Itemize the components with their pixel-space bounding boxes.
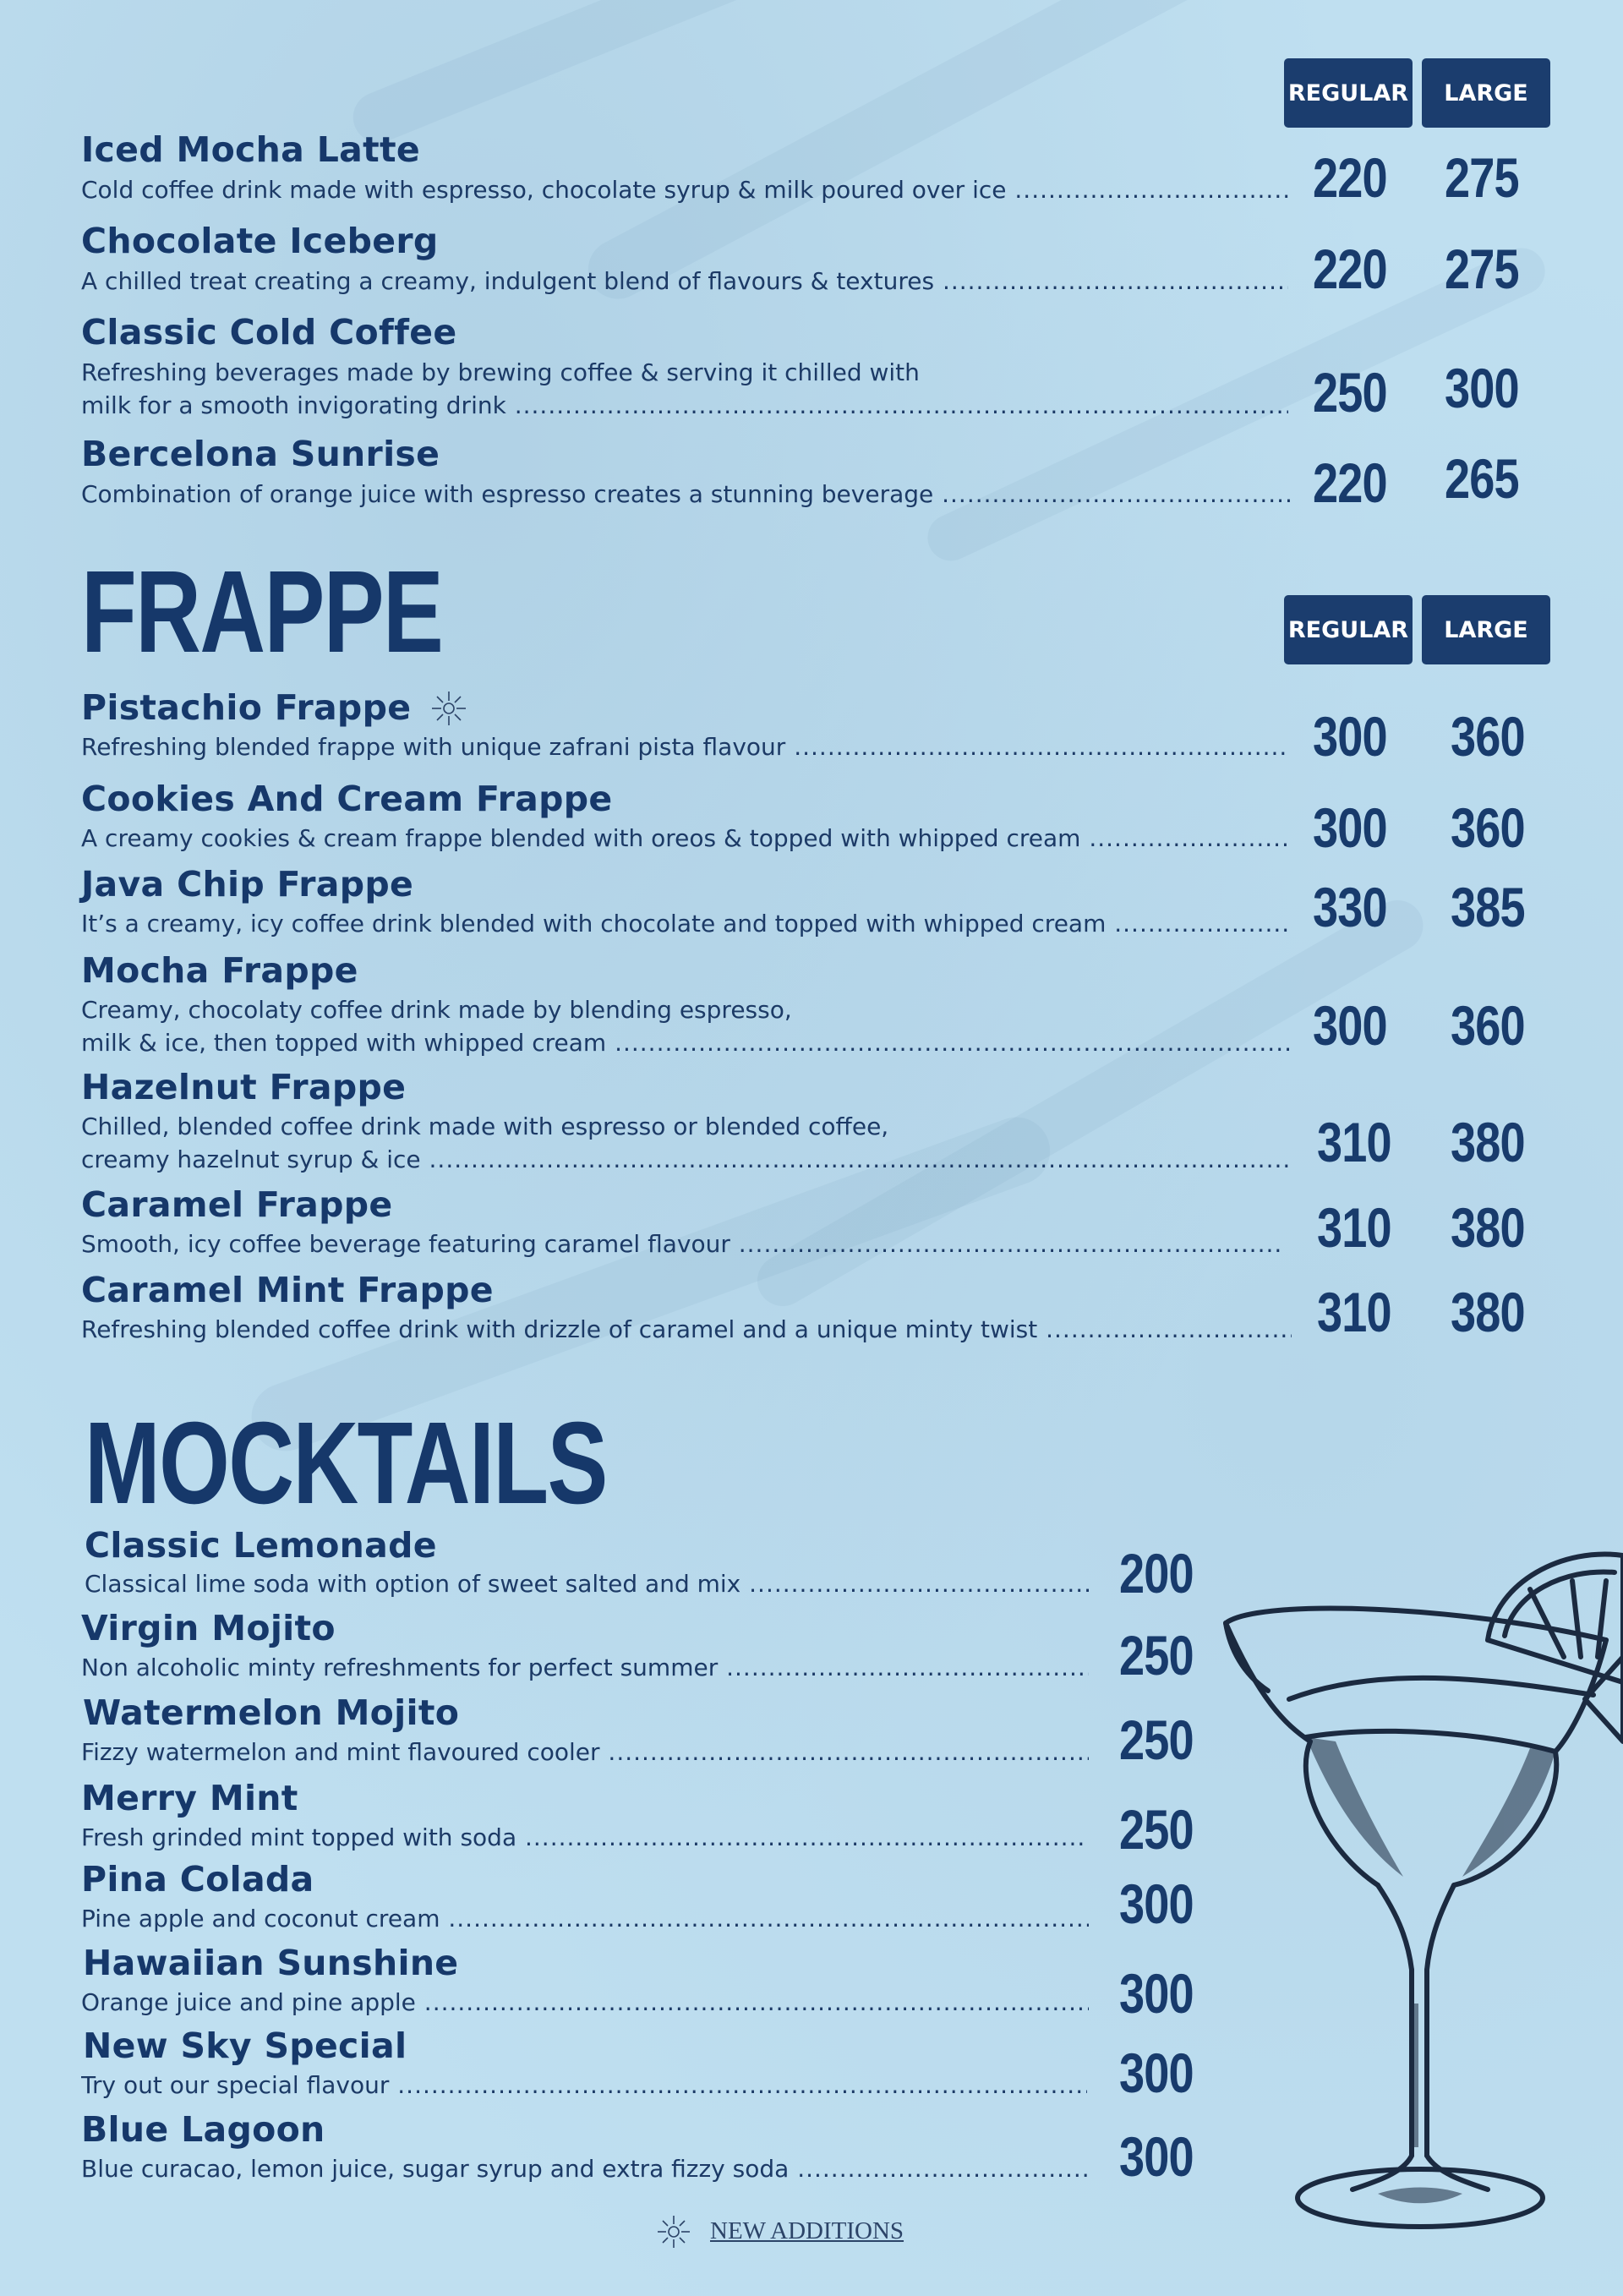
price-regular: 310 <box>1317 1196 1391 1259</box>
menu-item-description: Fizzy watermelon and mint flavoured cooler ..... <box>81 1736 1089 1768</box>
menu-item-description: Smooth, icy coffee beverage featuring caramel flavour ..... <box>81 1227 1281 1260</box>
leaf-shadow <box>578 0 1315 309</box>
menu-item-name: Merry Mint <box>81 1778 298 1818</box>
regular-column-header: REGULAR <box>1284 595 1413 664</box>
price-regular: 310 <box>1317 1111 1391 1173</box>
price: 300 <box>1119 2125 1194 2188</box>
price: 200 <box>1119 1542 1194 1604</box>
menu-item-name: Java Chip Frappe <box>81 864 414 905</box>
price: 300 <box>1119 1872 1194 1935</box>
menu-item-description: Creamy, chocolaty coffee drink made by blending espresso, milk & ice, then topped with whipped cream ..... <box>81 993 1290 1059</box>
price-regular: 310 <box>1317 1281 1391 1343</box>
menu-item-name: Pina Colada <box>81 1859 314 1900</box>
margarita-glass-illustration <box>1209 1530 1623 2232</box>
menu-item-name: Virgin Mojito <box>81 1608 336 1648</box>
menu-item-name: Mocha Frappe <box>81 950 358 991</box>
menu-item-name: Hawaiian Sunshine <box>83 1943 459 1983</box>
price: 300 <box>1119 1962 1194 2025</box>
price-regular: 220 <box>1313 238 1387 300</box>
menu-item-description: Refreshing beverages made by brewing coffee & serving it chilled with milk for a smooth invigorating drink ..... <box>81 356 1288 422</box>
large-column-header: LARGE <box>1422 595 1550 664</box>
price-regular: 250 <box>1313 361 1387 424</box>
menu-item-name: Bercelona Sunrise <box>81 434 440 474</box>
menu-item-name: Classic Cold Coffee <box>81 312 457 353</box>
menu-item-description: Pine apple and coconut cream ..... <box>81 1902 1089 1935</box>
menu-item-name: Watermelon Mojito <box>83 1692 460 1733</box>
price: 250 <box>1119 1708 1194 1771</box>
menu-item-description: A creamy cookies & cream frappe blended with oreos & topped with whipped cream ..... <box>81 822 1290 855</box>
menu-item-name: Classic Lemonade <box>85 1525 437 1566</box>
price-large: 380 <box>1451 1281 1525 1343</box>
menu-item-name: Hazelnut Frappe <box>81 1067 407 1107</box>
price-regular: 220 <box>1313 451 1387 514</box>
price-regular: 330 <box>1313 876 1387 938</box>
menu-item-description: Chilled, blended coffee drink made with espresso or blended coffee, creamy hazelnut syrup & ice ..... <box>81 1110 1288 1176</box>
price-large: 265 <box>1445 447 1519 510</box>
price: 300 <box>1119 2042 1194 2104</box>
menu-item-description: It’s a creamy, icy coffee drink blended with chocolate and topped with whipped cream ..... <box>81 907 1290 940</box>
menu-item-description: Classical lime soda with option of sweet salted and mix ..... <box>85 1567 1089 1600</box>
menu-item-description: Cold coffee drink made with espresso, chocolate syrup & milk poured over ice ..... <box>81 173 1290 206</box>
menu-item-name: New Sky Special <box>83 2025 407 2066</box>
new-additions-label: NEW ADDITIONS <box>710 2217 904 2244</box>
regular-column-header: REGULAR <box>1284 58 1413 128</box>
menu-item-description: Orange juice and pine apple ..... <box>81 1986 1089 2019</box>
price-regular: 300 <box>1313 705 1387 768</box>
menu-item-description: Try out our special flavour ..... <box>81 2069 1087 2102</box>
section-title-mocktails: MOCKTAILS <box>85 1398 607 1528</box>
price-large: 275 <box>1445 146 1519 209</box>
menu-item-name: Caramel Mint Frappe <box>81 1270 494 1310</box>
menu-item-name: Iced Mocha Latte <box>81 129 420 170</box>
menu-item-description: A chilled treat creating a creamy, indulgent blend of flavours & textures ..... <box>81 265 1288 298</box>
menu-item-description: Combination of orange juice with espresso creates a stunning beverage ..... <box>81 478 1290 511</box>
large-column-header: LARGE <box>1422 58 1550 128</box>
section-title-frappe: FRAPPE <box>81 547 443 677</box>
price-large: 385 <box>1451 876 1525 938</box>
menu-item-name: Pistachio Frappe <box>81 687 412 728</box>
price: 250 <box>1119 1798 1194 1861</box>
price-large: 380 <box>1451 1111 1525 1173</box>
starburst-icon <box>655 2213 692 2250</box>
menu-item-description: Blue curacao, lemon juice, sugar syrup and extra fizzy soda ..... <box>81 2152 1089 2185</box>
price: 250 <box>1119 1624 1194 1686</box>
price-large: 360 <box>1451 705 1525 768</box>
price-large: 360 <box>1451 994 1525 1057</box>
price-regular: 300 <box>1313 796 1387 859</box>
menu-item-description: Refreshing blended coffee drink with drizzle of caramel and a unique minty twist ..... <box>81 1313 1292 1346</box>
price-large: 300 <box>1445 357 1519 419</box>
menu-item-name: Caramel Frappe <box>81 1184 393 1225</box>
menu-item-name: Blue Lagoon <box>81 2109 325 2150</box>
starburst-icon <box>429 689 468 728</box>
menu-item-description: Refreshing blended frappe with unique zafrani pista flavour ..... <box>81 730 1290 763</box>
menu-item-description: Non alcoholic minty refreshments for perfect summer ..... <box>81 1651 1089 1684</box>
price-large: 380 <box>1451 1196 1525 1259</box>
price-regular: 220 <box>1313 146 1387 209</box>
price-regular: 300 <box>1313 994 1387 1057</box>
menu-item-name: Chocolate Iceberg <box>81 221 439 261</box>
price-large: 360 <box>1451 796 1525 859</box>
price-large: 275 <box>1445 238 1519 300</box>
menu-item-description: Fresh grinded mint topped with soda ..... <box>81 1821 1087 1854</box>
menu-item-name: Cookies And Cream Frappe <box>81 779 613 819</box>
